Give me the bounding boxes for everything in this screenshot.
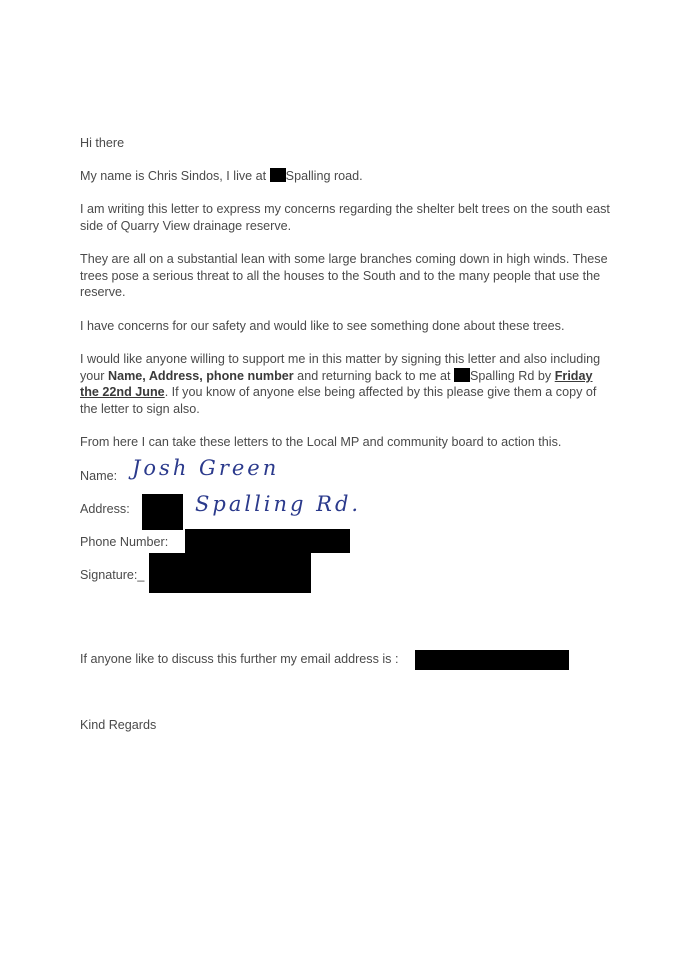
paragraph-threat: They are all on a substantial lean with some large branches coming down in high winds. These trees pose a serious threat to all the houses to the South and to the many people that use the reserve. [80,252,608,300]
handwritten-address: Spalling Rd. [195,492,362,516]
signature-label: Signature:_ [80,568,145,582]
email-line: If anyone like to discuss this further my email address is : [80,652,399,666]
redacted-email-address [415,650,569,670]
required-details: Name, Address, phone number [108,368,294,383]
intro-text-after: Spalling road. [285,169,363,183]
request-text-1: I would like anyone willing to support me in this matter by signing this letter and also including your [80,352,601,383]
request-text-2: and returning back to me at [293,368,454,383]
address-label: Address: [80,502,130,516]
phone-label: Phone Number: [80,535,169,549]
redacted-house-number-2 [454,368,470,382]
paragraph-request [80,351,610,417]
paragraph-concerns: I am writing this letter to express my concerns regarding the shelter belt trees on the south east side of Quarry View drainage reserve. [80,202,610,233]
request-text-3: Spalling Rd by [470,368,555,383]
paragraph-safety: I have concerns for our safety and would like to see something done about these trees. [80,319,565,333]
redacted-address-number [142,494,183,530]
request-text-4: . If you know of anyone else being affected by this please give them a copy of the letter to sign also. [80,385,597,416]
handwritten-name: Josh Green [132,456,280,480]
redacted-phone-number [185,529,350,553]
redacted-signature [149,553,311,593]
name-label: Name: [80,469,118,483]
deadline-date: Friday the 22nd June [80,368,593,400]
redacted-house-number [270,168,286,182]
greeting: Hi there [80,136,125,150]
closing: Kind Regards [80,718,157,732]
paragraph-action: From here I can take these letters to the Local MP and community board to action this. [80,435,562,449]
intro-text-before: My name is Chris Sindos, I live at [80,169,267,183]
intro-line [80,168,610,185]
